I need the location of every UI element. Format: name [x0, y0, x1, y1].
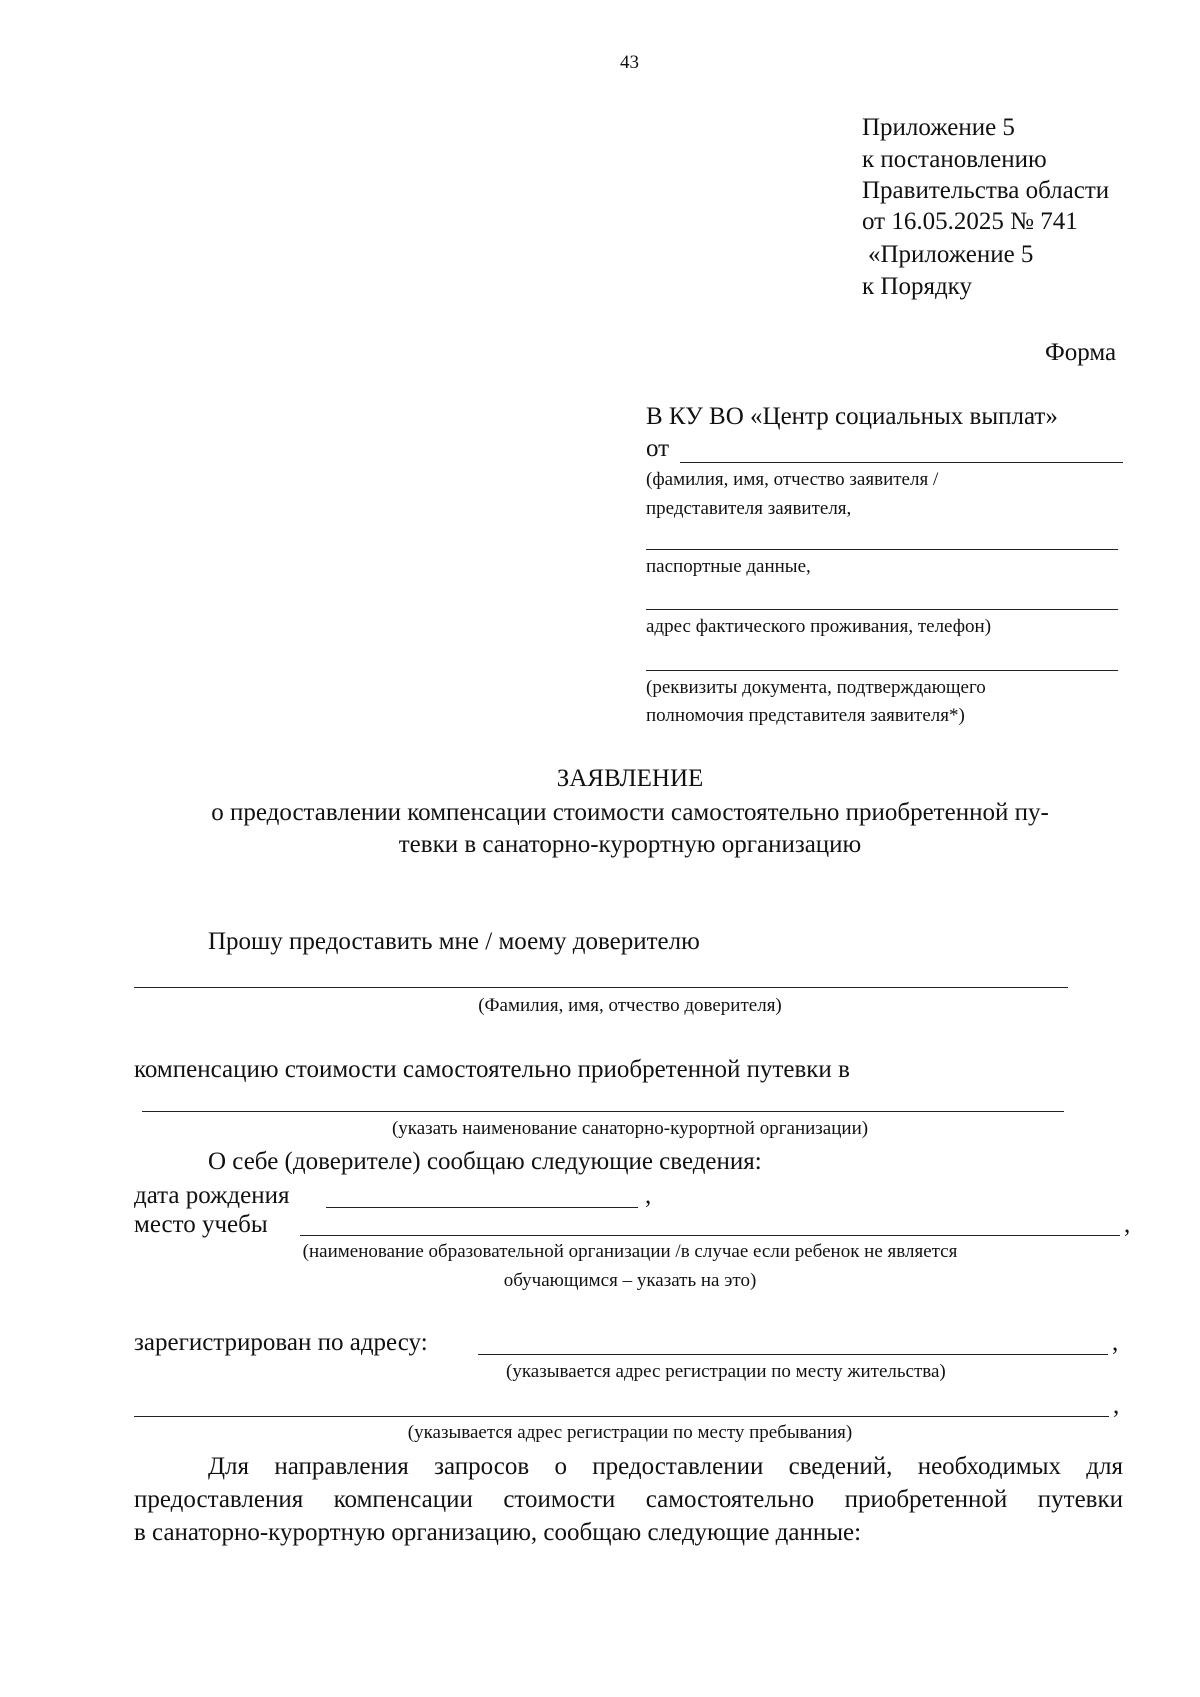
page-number: 43 [620, 52, 639, 73]
authority-document-field[interactable] [646, 670, 1118, 671]
appendix-line: «Приложение 5 [868, 241, 1034, 268]
birth-date-field[interactable] [326, 1207, 638, 1208]
request-text: Прошу предоставить мне / моему доверителю [208, 928, 700, 955]
sanatorium-field[interactable] [142, 1111, 1064, 1112]
document-subtitle: тевки в санаторно-курортную организацию [398, 831, 862, 858]
appendix-line: Правительства области [862, 177, 1110, 204]
comma: , [645, 1182, 652, 1209]
stay-address-hint: (указывается адрес регистрации по месту пребывания) [407, 1422, 853, 1443]
applicant-hint: представителя заявителя, [646, 498, 852, 519]
study-place-label: место учебы [134, 1211, 268, 1238]
applicant-name-field[interactable] [680, 462, 1123, 463]
comma: , [1124, 1211, 1131, 1238]
authority-document-hint: полномочия представителя заявителя*) [646, 705, 965, 726]
compensation-text: компенсацию стоимости самостоятельно приобретенной путевки в [134, 1056, 850, 1083]
address-label: адрес фактического проживания, телефон) [646, 616, 992, 637]
sanatorium-hint: (указать наименование санаторно-курортной организации) [391, 1118, 869, 1139]
from-label: от [646, 435, 670, 462]
registered-label: зарегистрирован по адресу: [134, 1329, 428, 1356]
comma: , [1113, 1392, 1120, 1419]
recipient-to: В КУ ВО «Центр социальных выплат» [646, 403, 1058, 430]
authority-document-hint: (реквизиты документа, подтверждающего [646, 677, 986, 698]
appendix-line: Приложение 5 [862, 114, 1015, 141]
about-text: О себе (доверителе) сообщаю следующие сведения: [208, 1148, 762, 1175]
residence-address-field[interactable] [478, 1354, 1108, 1355]
address-field[interactable] [646, 609, 1118, 610]
study-place-field[interactable] [300, 1235, 1120, 1236]
principal-hint: (Фамилия, имя, отчество доверителя) [478, 995, 782, 1016]
study-place-hint: (наименование образовательной организации /в случае если ребенок не является [302, 1241, 958, 1262]
data-paragraph-line: предоставления компенсации стоимости самостоятельно приобретенной путевки [134, 1486, 1123, 1513]
stay-address-field[interactable] [134, 1416, 1109, 1417]
applicant-hint: (фамилия, имя, отчество заявителя / [646, 469, 939, 490]
appendix-line: от 16.05.2025 № 741 [862, 208, 1078, 235]
appendix-line: к Порядку [862, 273, 972, 300]
birth-date-label: дата рождения [134, 1182, 290, 1209]
residence-address-hint: (указывается адрес регистрации по месту жительства) [506, 1361, 946, 1382]
comma: , [1112, 1329, 1119, 1356]
document-subtitle: о предоставлении компенсации стоимости самостоятельно приобретенной пу- [211, 799, 1049, 826]
study-place-hint: обучающимся – указать на это) [503, 1270, 757, 1291]
passport-field[interactable] [646, 549, 1118, 550]
document-title: ЗАЯВЛЕНИЕ [556, 765, 704, 792]
passport-label: паспортные данные, [646, 556, 811, 577]
data-paragraph-line: Для направления запросов о предоставлении сведений, необходимых для [208, 1453, 1123, 1480]
form-label: Форма [1045, 339, 1117, 366]
appendix-line: к постановлению [862, 146, 1047, 173]
principal-name-field[interactable] [134, 987, 1068, 988]
data-paragraph-line: в санаторно-курортную организацию, сообщаю следующие данные: [134, 1519, 862, 1546]
